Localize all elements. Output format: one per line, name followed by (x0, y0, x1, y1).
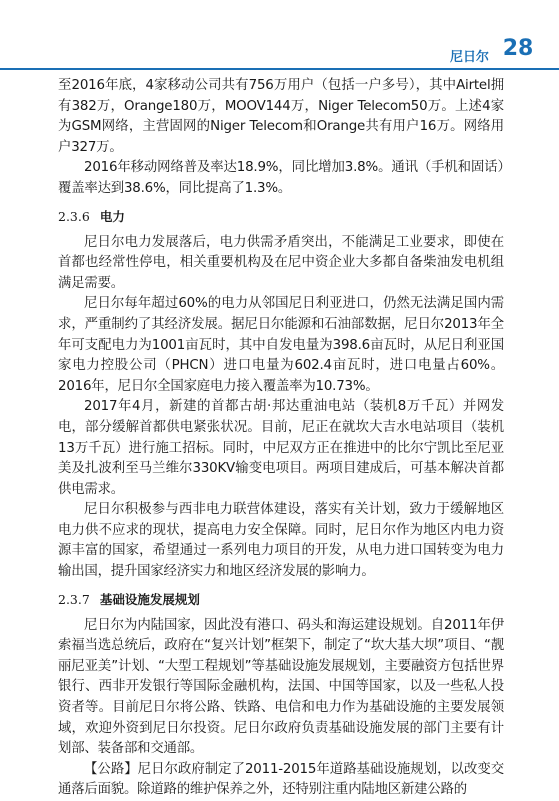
paragraph: 2016年移动网络普及率达18.9%，同比增加3.8%。通讯（手机和固话）覆盖率达到38.6%，同比提高了1.3%。 (58, 160, 504, 196)
paragraph: 【公路】尼日尔政府制定了2011-2015年道路基础设施规划，以改变交通落后面貌。除道路的维护保养之外，还特别注重内陆地区新建公路的 (58, 761, 504, 798)
page-number: 28 (502, 36, 534, 61)
document-body (58, 76, 504, 801)
running-header-title: 尼日尔 (449, 50, 489, 65)
section-title: 电力 (99, 208, 125, 224)
section-heading (58, 206, 504, 228)
section-title: 基础设施发展规划 (99, 591, 200, 607)
paragraph: 2017年4月，新建的首都古胡·邦达重油电站（装机8万千瓦）并网发电，部分缓解首都供电紧张状况。目前，尼正在就坎大吉水电站项目（装机13万千瓦）进行施工招标。同时，中尼双方正在推进中的比尔宁凯比至尼亚美及扎波利至马兰维尔330KV输变电项目。两项目建成后，可基本解决首都供电需求。 (58, 399, 504, 497)
section-number: 2.3.7 (58, 591, 90, 607)
paragraph: 尼日尔积极参与西非电力联营体建设，落实有关计划，致力于缓解地区电力供不应求的现状，提高电力安全保障。同时，尼日尔作为地区内电力资源丰富的国家，希望通过一系列电力项目的开发，从电力进口国转变为电力输出国，提升国家经济实力和地区经济发展的影响力。 (58, 502, 504, 580)
paragraph: 尼日尔为内陆国家，因此没有港口、码头和海运建设规划。自2011年伊索福当选总统后，政府在“复兴计划”框架下，制定了“坎大基大坝”项目、“靓丽尼亚美”计划、“大型工程规划”等基础设施发展规划，主要融资方包括世界银行、西非开发银行等国际金融机构，法国、中国等国家，以及一些私人投资者等。目前尼日尔将公路、铁路、电信和电力作为基础设施的主要发展领域，欢迎外资到尼日尔投资。尼日尔政府负责基础设施发展的部门主要有计划部、装备部和交通部。 (58, 617, 504, 757)
header-rule (0, 68, 559, 70)
section-heading (58, 589, 504, 611)
section-number: 2.3.6 (58, 208, 90, 224)
paragraph: 尼日尔电力发展落后，电力供需矛盾突出，不能满足工业要求，即使在首都也经常性停电，相关重要机构及在尼中资企业大多都自备柴油发电机组满足需要。 (58, 234, 504, 291)
paragraph: 尼日尔每年超过60%的电力从邻国尼日利亚进口，仍然无法满足国内需求，严重制约了其经济发展。据尼日尔能源和石油部数据，尼日尔2013年全年可支配电力为1001亩瓦时，其中自发电量为398.6亩瓦时，从尼日利亚国家电力控股公司（PHCN）进口电量为602.4亩瓦时，进口电量占60%。2016年，尼日尔全国家庭电力接入覆盖率为10.73%。 (58, 296, 504, 394)
paragraph: 至2016年底，4家移动公司共有756万用户（包括一户多号），其中Airtel拥有382万，Orange180万，MOOV144万，Niger Telecom50万。上述4家为GSM网络，主营固网的Niger Telecom和Orange共有用户16万。网络用户327万。 (58, 78, 504, 155)
